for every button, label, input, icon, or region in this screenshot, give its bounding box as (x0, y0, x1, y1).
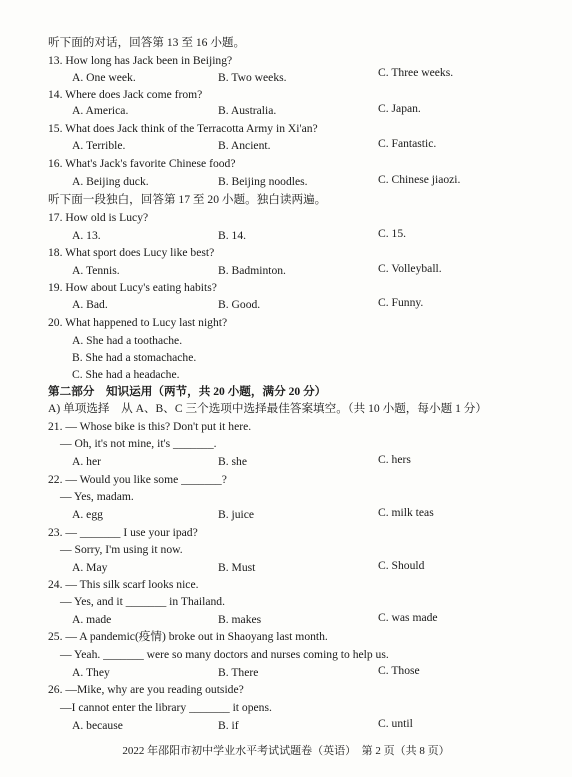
listening-instruction-17-20: 听下面一段独白，回答第 17 至 20 小题。独白读两遍。 (48, 193, 327, 206)
question-24-line-1: 24. — This silk scarf looks nice. (48, 578, 199, 591)
question-18-stem: 18. What sport does Lucy like best? (48, 246, 215, 259)
question-17-option-c: C. 15. (378, 227, 407, 240)
question-17-stem: 17. How old is Lucy? (48, 211, 149, 224)
question-14-option-a: A. America. (72, 104, 129, 117)
question-26-line-1: 26. —Mike, why are you reading outside? (48, 683, 244, 696)
question-23-option-b: B. Must (218, 561, 256, 574)
question-19-option-c: C. Funny. (378, 296, 424, 309)
question-21-option-b: B. she (218, 455, 247, 468)
question-22-option-c: C. milk teas (378, 506, 434, 519)
question-16-option-c: C. Chinese jiaozi. (378, 173, 461, 186)
question-16-option-b: B. Beijing noodles. (218, 175, 308, 188)
question-17-option-a: A. 13. (72, 229, 101, 242)
question-18-option-b: B. Badminton. (218, 264, 286, 277)
question-22-option-a: A. egg (72, 508, 103, 521)
question-18-option-c: C. Volleyball. (378, 262, 442, 275)
page-footer: 2022 年邵阳市初中学业水平考试试题卷（英语） 第 2 页（共 8 页） (122, 745, 450, 757)
question-13-option-c: C. Three weeks. (378, 66, 454, 79)
question-21-line-2: — Oh, it's not mine, it's _______. (60, 437, 217, 450)
question-24-line-2: — Yes, and it _______ in Thailand. (60, 595, 225, 608)
question-25-option-c: C. Those (378, 664, 420, 677)
question-19-option-b: B. Good. (218, 298, 261, 311)
question-25-line-2: — Yeah. _______ were so many doctors and nurses coming to help us. (60, 648, 389, 661)
question-20-option-c: C. She had a headache. (72, 368, 180, 381)
question-22-line-1: 22. — Would you like some _______? (48, 473, 227, 486)
question-15-option-c: C. Fantastic. (378, 137, 437, 150)
question-16-stem: 16. What's Jack's favorite Chinese food? (48, 157, 236, 170)
question-21-option-a: A. her (72, 455, 101, 468)
question-15-option-a: A. Terrible. (72, 139, 126, 152)
question-19-option-a: A. Bad. (72, 298, 108, 311)
question-18-option-a: A. Tennis. (72, 264, 120, 277)
question-19-stem: 19. How about Lucy's eating habits? (48, 281, 217, 294)
question-25-line-1: 25. — A pandemic(疫情) broke out in Shaoyang last month. (48, 630, 328, 643)
question-25-option-a: A. They (72, 666, 110, 679)
question-23-line-2: — Sorry, I'm using it now. (60, 543, 183, 556)
question-26-line-2: —I cannot enter the library _______ it opens. (60, 701, 272, 714)
question-20-option-b: B. She had a stomachache. (72, 351, 197, 364)
question-13-option-a: A. One week. (72, 71, 136, 84)
question-21-line-1: 21. — Whose bike is this? Don't put it here. (48, 420, 252, 433)
question-23-option-a: A. May (72, 561, 108, 574)
question-24-option-b: B. makes (218, 613, 262, 626)
question-14-stem: 14. Where does Jack come from? (48, 88, 203, 101)
question-15-stem: 15. What does Jack think of the Terracotta Army in Xi'an? (48, 122, 318, 135)
question-25-option-b: B. There (218, 666, 259, 679)
question-13-stem: 13. How long has Jack been in Beijing? (48, 54, 233, 67)
section-a-instruction: A) 单项选择 从 A、B、C 三个选项中选择最佳答案填空。（共 10 小题，每小题 1 分） (48, 402, 487, 415)
question-26-option-b: B. if (218, 719, 239, 732)
question-21-option-c: C. hers (378, 453, 411, 466)
part-two-heading: 第二部分 知识运用（两节，共 20 小题，满分 20 分） (48, 385, 327, 398)
question-20-option-a: A. She had a toothache. (72, 334, 183, 347)
question-26-option-c: C. until (378, 717, 413, 730)
question-23-option-c: C. Should (378, 559, 425, 572)
question-17-option-b: B. 14. (218, 229, 247, 242)
question-15-option-b: B. Ancient. (218, 139, 271, 152)
question-14-option-c: C. Japan. (378, 102, 421, 115)
question-14-option-b: B. Australia. (218, 104, 277, 117)
question-23-line-1: 23. — _______ I use your ipad? (48, 526, 198, 539)
question-24-option-a: A. made (72, 613, 112, 626)
listening-instruction-13-16: 听下面的对话，回答第 13 至 16 小题。 (48, 36, 246, 49)
question-22-line-2: — Yes, madam. (60, 490, 134, 503)
question-22-option-b: B. juice (218, 508, 255, 521)
question-20-stem: 20. What happened to Lucy last night? (48, 316, 228, 329)
question-16-option-a: A. Beijing duck. (72, 175, 149, 188)
question-24-option-c: C. was made (378, 611, 438, 624)
question-26-option-a: A. because (72, 719, 123, 732)
question-13-option-b: B. Two weeks. (218, 71, 287, 84)
